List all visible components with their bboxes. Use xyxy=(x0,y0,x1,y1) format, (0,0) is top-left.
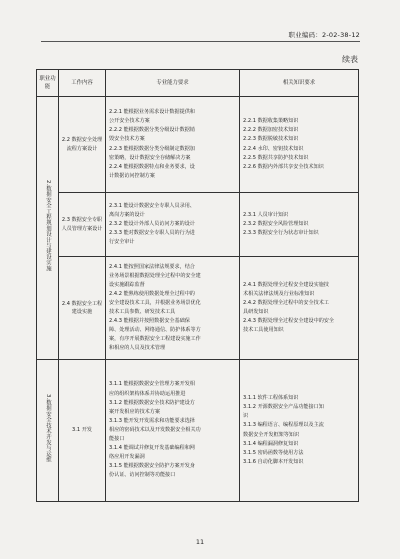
ability-line: 2.3.1 能设计数据安全专职人员录用、 xyxy=(109,202,195,209)
ability-line: 2.4.2 能熟练使用数据处理全过程中的 xyxy=(109,290,195,297)
knowledge-line: 2.3.1 人员审计知识 xyxy=(243,211,289,218)
knowledge-cell xyxy=(240,360,359,502)
knowledge-line: 3.1.2 开源数据安全产品功能接口知 xyxy=(243,404,324,411)
ability-line: 2.2.3 能根据数据分类分级制定数据加 xyxy=(109,145,195,152)
ability-line: 行安全审计 xyxy=(109,239,135,246)
knowledge-line: 3.1.4 编程漏洞修复知识 xyxy=(243,440,299,447)
table-row xyxy=(37,97,359,193)
ability-line: 3.1.4 能调试并修复开发基础编程和网 xyxy=(109,445,195,452)
function-label: 2.数据安全工程规划设计与建设实施 xyxy=(45,180,51,272)
ability-line: 相应的密码技术以及开发数据安全相关功 xyxy=(109,426,201,433)
knowledge-line: 2.3.3 数据安全行为状态审计知识 xyxy=(243,230,319,237)
knowledge-line: 3.1.6 自动化脚本开发知识 xyxy=(243,458,304,465)
header-ability: 专业能力要求 xyxy=(106,70,240,97)
table-header-row xyxy=(37,70,359,97)
knowledge-line: 2.2.5 数据共享防护技术知识 xyxy=(243,154,309,161)
ability-line: 3.1.2 能根据数据安全技术防护建设方 xyxy=(109,399,195,406)
ability-line: 3.1.5 能根据数据安全防护方案开发身 xyxy=(109,463,195,470)
header-function: 职业功能 xyxy=(37,70,59,97)
work-content-cell: 2.3 数据安全专职人员管理方案设计 xyxy=(59,193,106,257)
function-label: 3.数据安全技术开发与运维 xyxy=(45,394,51,463)
ability-line: 能接口 xyxy=(109,436,125,443)
ability-line: 2.3.3 能对数据安全专职人员的行为进 xyxy=(109,230,195,237)
header-rule xyxy=(41,41,360,42)
ability-cell xyxy=(106,360,240,502)
knowledge-line: 数据安全开发框架等知识 xyxy=(243,431,300,438)
ability-line: 设实施跟踪监督 xyxy=(109,281,145,288)
knowledge-cell xyxy=(240,257,359,360)
ability-line: 2.2.1 能根据业务需求设计数据提供和 xyxy=(109,109,195,116)
knowledge-line: 具研发知识 xyxy=(243,309,269,315)
ability-line: 2.2.4 能根据数据特点和业务要求，设 xyxy=(109,163,195,170)
ability-cell xyxy=(106,193,240,257)
occupation-code: 职业编码：2-02-38-12 xyxy=(288,31,360,39)
ability-line: 2.2.2 能根据数据分类分级设计数据销 xyxy=(109,127,195,134)
work-content-cell: 3.1 开发 xyxy=(59,360,106,502)
work-content-cell: 2.2 数据安全处理流程方案设计 xyxy=(59,97,106,193)
function-cell xyxy=(37,97,59,360)
knowledge-line: 2.4.2 数据处理全过程中的安全技术工 xyxy=(243,299,329,306)
competency-table xyxy=(36,69,359,502)
table-row xyxy=(37,257,359,360)
ability-line: 份认证、访问控制等功能接口 xyxy=(109,472,176,479)
table-row xyxy=(37,360,359,502)
knowledge-line: 技术工具使用知识 xyxy=(243,327,284,334)
ability-line: 2.4.1 能按照国家法律法规要求，结合 xyxy=(109,263,195,270)
knowledge-line: 3.1.5 密码函数等使用方法 xyxy=(243,449,304,456)
knowledge-line: 2.4.1 数据处理全过程安全建设实施技 xyxy=(243,281,329,288)
function-cell xyxy=(37,360,59,502)
ability-line: 2.3.2 能设计外部人员访问方案的设计 xyxy=(109,220,195,227)
knowledge-line: 2.2.3 数据脱敏技术知识 xyxy=(243,136,299,143)
ability-line: 障、处理活动、网络通信、防护体系等方 xyxy=(109,327,201,334)
table-body xyxy=(37,97,359,502)
ability-line: 业务场景根据数据处理全过程中的安全建 xyxy=(109,272,201,279)
knowledge-cell xyxy=(240,97,359,193)
knowledge-line: 2.4.3 数据处理全过程安全建设中的安全 xyxy=(243,318,334,325)
ability-line: 计数据访问控制方案 xyxy=(109,172,155,179)
knowledge-line: 2.2.1 数据收集策略知识 xyxy=(243,118,299,125)
knowledge-line: 术相关法律法规及行业标准知识 xyxy=(243,290,315,297)
ability-line: 络应用开发漏洞 xyxy=(109,454,145,461)
ability-line: 和相应的人员及技术管理 xyxy=(109,345,166,352)
continued-label: 续表 xyxy=(342,55,358,64)
knowledge-line: 2.2.4 水印、密钥技术知识 xyxy=(243,145,304,152)
knowledge-line: 3.1.1 软件工程体系知识 xyxy=(243,395,299,402)
ability-line: 公开安全技术方案 xyxy=(109,118,150,125)
ability-line: 安全建设技术工具，并根据业务场景优化 xyxy=(109,299,201,306)
ability-line: 案，有序开展数据安全工程建设实施工作 xyxy=(109,336,201,343)
ability-line: 密策略，设计数据安全存储解决方案 xyxy=(109,154,191,161)
ability-line: 应的组织架构体系并协助运用推进 xyxy=(109,390,186,397)
page-number: 11 xyxy=(195,538,205,546)
work-content-cell: 2.4 数据安全工程建设实施 xyxy=(59,257,106,360)
knowledge-line: 2.3.2 数据安全风险管理知识 xyxy=(243,220,309,227)
table-row xyxy=(37,193,359,257)
header-work: 工作内容 xyxy=(59,70,106,97)
knowledge-line: 2.2.6 数据内外部共享安全技术知识 xyxy=(243,163,324,170)
ability-cell xyxy=(106,97,240,193)
knowledge-cell xyxy=(240,193,359,257)
ability-line: 离岗方案的设计 xyxy=(109,211,145,218)
ability-line: 2.4.3 能根据并按照数据安全基础保 xyxy=(109,318,190,325)
knowledge-line: 2.2.2 数据加密技术知识 xyxy=(243,127,299,134)
ability-line: 技术工具参数、研发技术工具 xyxy=(109,309,176,315)
knowledge-line: 识 xyxy=(243,413,249,420)
ability-line: 案开发相应的技术方案 xyxy=(109,408,160,415)
ability-line: 3.1.3 能开发开发需求和功能要求选择 xyxy=(109,417,195,424)
ability-cell xyxy=(106,257,240,360)
header-knowledge: 相关知识要求 xyxy=(240,70,359,97)
ability-line: 毁安全技术方案 xyxy=(109,136,145,143)
ability-line: 3.1.1 能根据数据安全管理方案开发相 xyxy=(109,381,195,388)
knowledge-line: 3.1.3 编程语言、编程原理以及主流 xyxy=(243,422,324,429)
